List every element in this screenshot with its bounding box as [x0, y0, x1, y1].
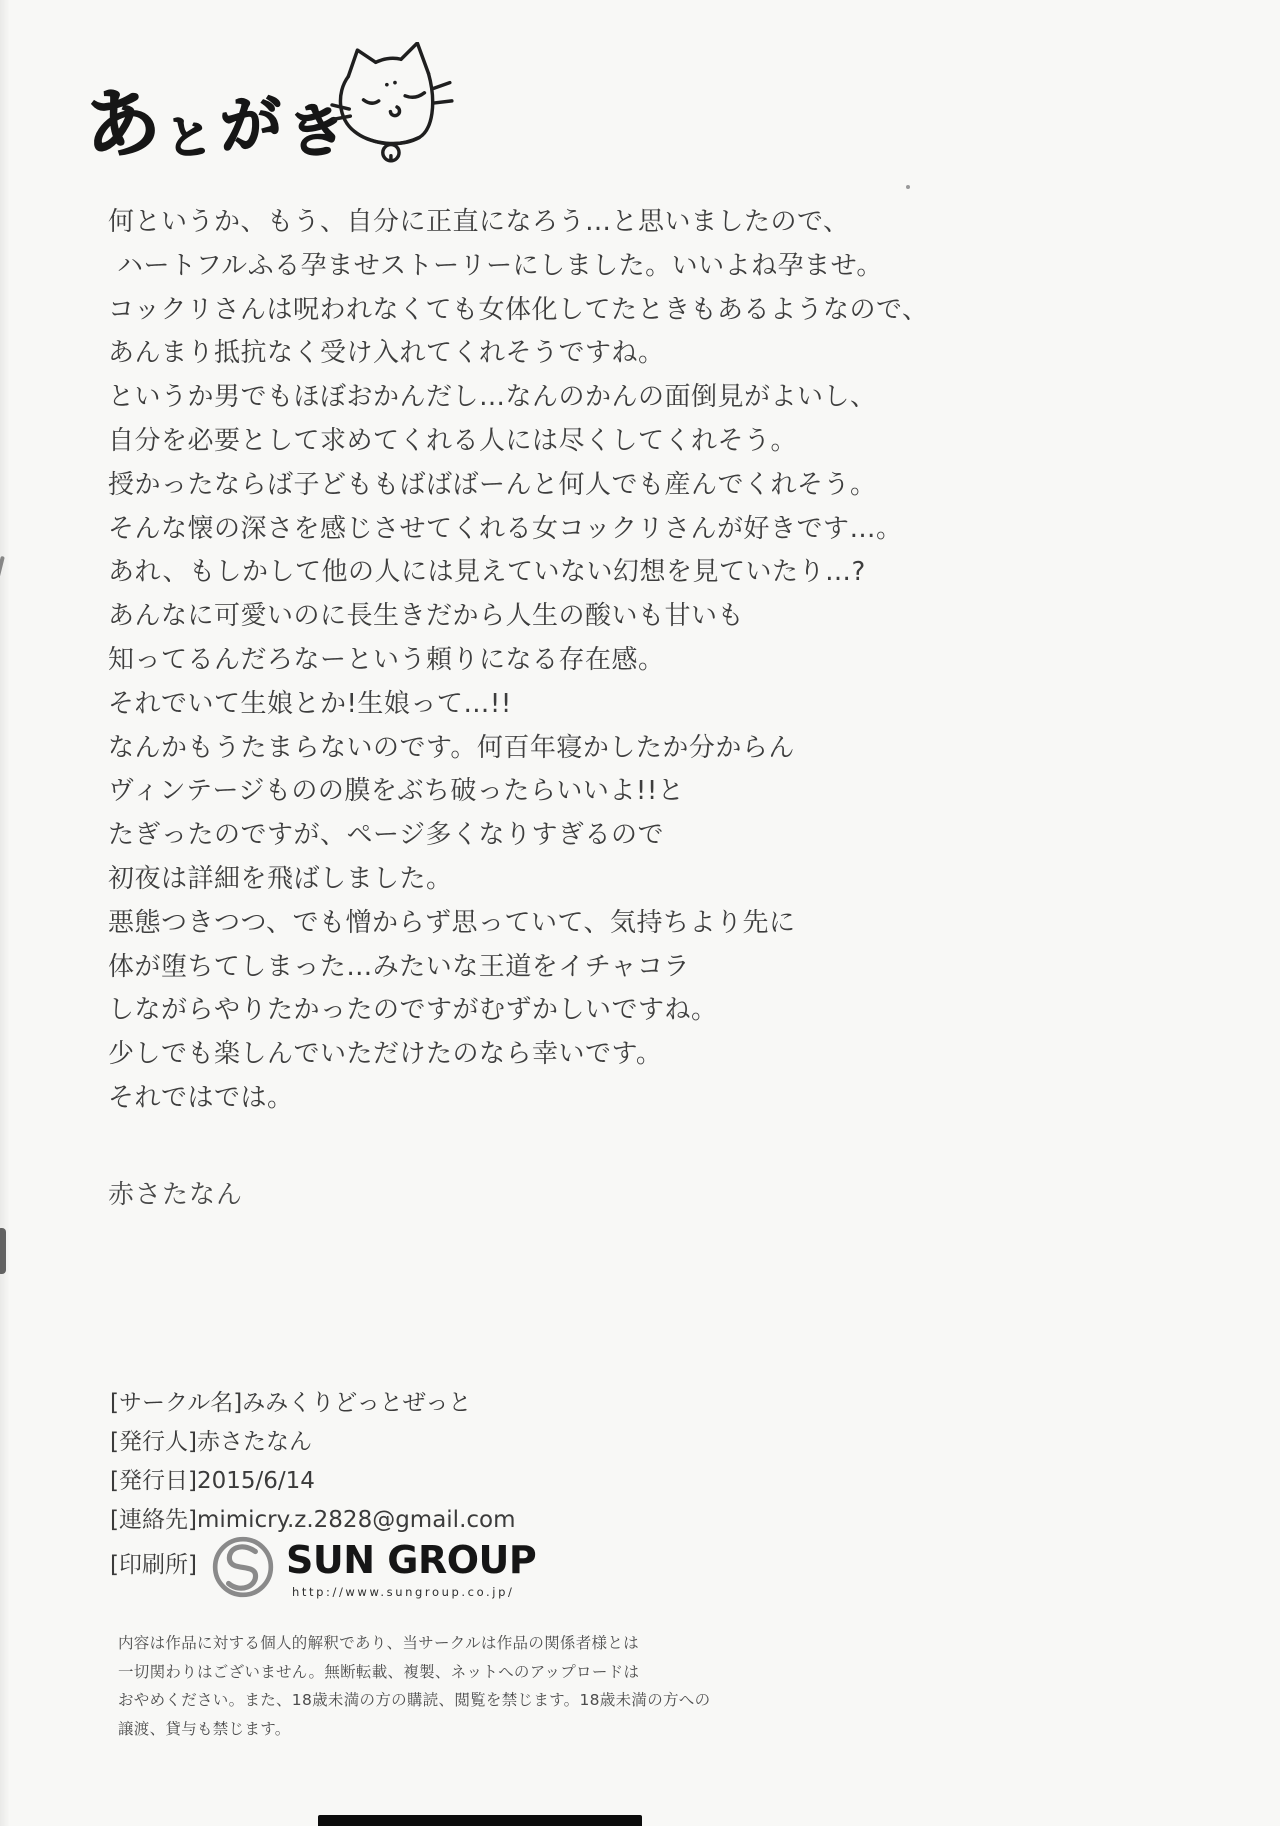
- printer-name: SUN GROUP: [286, 1538, 537, 1582]
- title-char: と: [164, 108, 214, 166]
- title-char: き: [285, 94, 349, 168]
- printer-label: [印刷所]: [110, 1552, 197, 1578]
- afterword-line: そんな懐の深さを感じさせてくれる女コックリさんが好きです…。: [108, 513, 903, 544]
- disclaimer-line: 内容は作品に対する個人的解釈であり、当サークルは作品の関係者様とは: [118, 1634, 639, 1652]
- afterword-line: しながらやりたかったのですがむずかしいですね。: [108, 995, 718, 1026]
- afterword-line: なんかもうたまらないのです。何百年寝かしたか分からん: [108, 732, 795, 763]
- afterword-line: あんなに可愛いのに長生きだから人生の酸いも甘いも: [108, 601, 745, 632]
- title-char: が: [218, 86, 284, 163]
- disclaimer-line: おやめください。また、18歳未満の方の購読、閲覧を禁じます。18歳未満の方への: [118, 1691, 711, 1710]
- disclaimer-line: 一切関わりはございません。無断転載、複製、ネットへのアップロードは: [118, 1662, 640, 1681]
- publisher: [発行人]赤さたなん: [110, 1429, 312, 1455]
- afterword-line: 授かったならば子どももばばばーんと何人でも産んでくれそう。: [108, 469, 877, 500]
- afterword-line: ハートフルふる孕ませストーリーにしました。いいよね孕ませ。: [117, 250, 883, 281]
- title-char: あ: [78, 74, 166, 173]
- publish-date: [発行日]2015/6/14: [110, 1468, 315, 1494]
- scan-artifact: [318, 1815, 642, 1826]
- afterword-line: ヴィンテージものの膜をぶち破ったらいいよ!!と: [108, 776, 685, 807]
- afterword-line: 少しでも楽しんでいただけたのなら幸いです。: [108, 1039, 663, 1070]
- afterword-line: コックリさんは呪われなくても女体化してたときもあるようなので、: [108, 294, 929, 325]
- circle-name: [サークル名]みみくりどっとぜっと: [110, 1390, 472, 1416]
- afterword-line: あれ、もしかして他の人には見えていない幻想を見ていたり…?: [108, 557, 866, 588]
- scan-edge-shadow: [0, 0, 10, 1826]
- afterword-line: 体が堕ちてしまった…みたいな王道をイチャコラ: [108, 951, 690, 982]
- printer-url: http://www.sungroup.co.jp/: [292, 1585, 515, 1599]
- afterword-line: それではでは。: [108, 1082, 294, 1113]
- afterword-line: あんまり抵抗なく受け入れてくれそうですね。: [108, 338, 665, 369]
- disclaimer-line: 譲渡、貸与も禁じます。: [118, 1719, 291, 1738]
- afterword-line: 何というか、もう、自分に正直になろう…と思いましたので、: [108, 207, 850, 237]
- scan-artifact: [906, 185, 910, 189]
- afterword-line: それでいて生娘とか!生娘って…!!: [108, 688, 512, 719]
- afterword-line: というか男でもほぼおかんだし…なんのかんの面倒見がよいし、: [108, 382, 877, 413]
- contact-email: [連絡先]mimicry.z.2828@gmail.com: [110, 1507, 516, 1533]
- cat-doodle-icon: [330, 42, 462, 174]
- sun-group-logo-icon: [210, 1534, 276, 1600]
- scan-artifact: [0, 1228, 6, 1274]
- page-title: [78, 52, 349, 173]
- afterword-line: 初夜は詳細を飛ばしました。: [108, 863, 453, 894]
- disclaimer: [118, 1629, 711, 1743]
- afterword-body: [108, 201, 929, 1121]
- afterword-line: 悪態つきつつ、でも憎からず思っていて、気持ちより先に: [108, 907, 796, 938]
- afterword-line: 自分を必要として求めてくれる人には尽くしてくれそう。: [108, 425, 798, 456]
- author-signature: 赤さたなん: [108, 1180, 244, 1210]
- afterword-line: たぎったのですが、ページ多くなりすぎるので: [108, 820, 664, 851]
- colophon: [110, 1384, 710, 1540]
- afterword-line: 知ってるんだろなーという頼りになる存在感。: [108, 644, 665, 675]
